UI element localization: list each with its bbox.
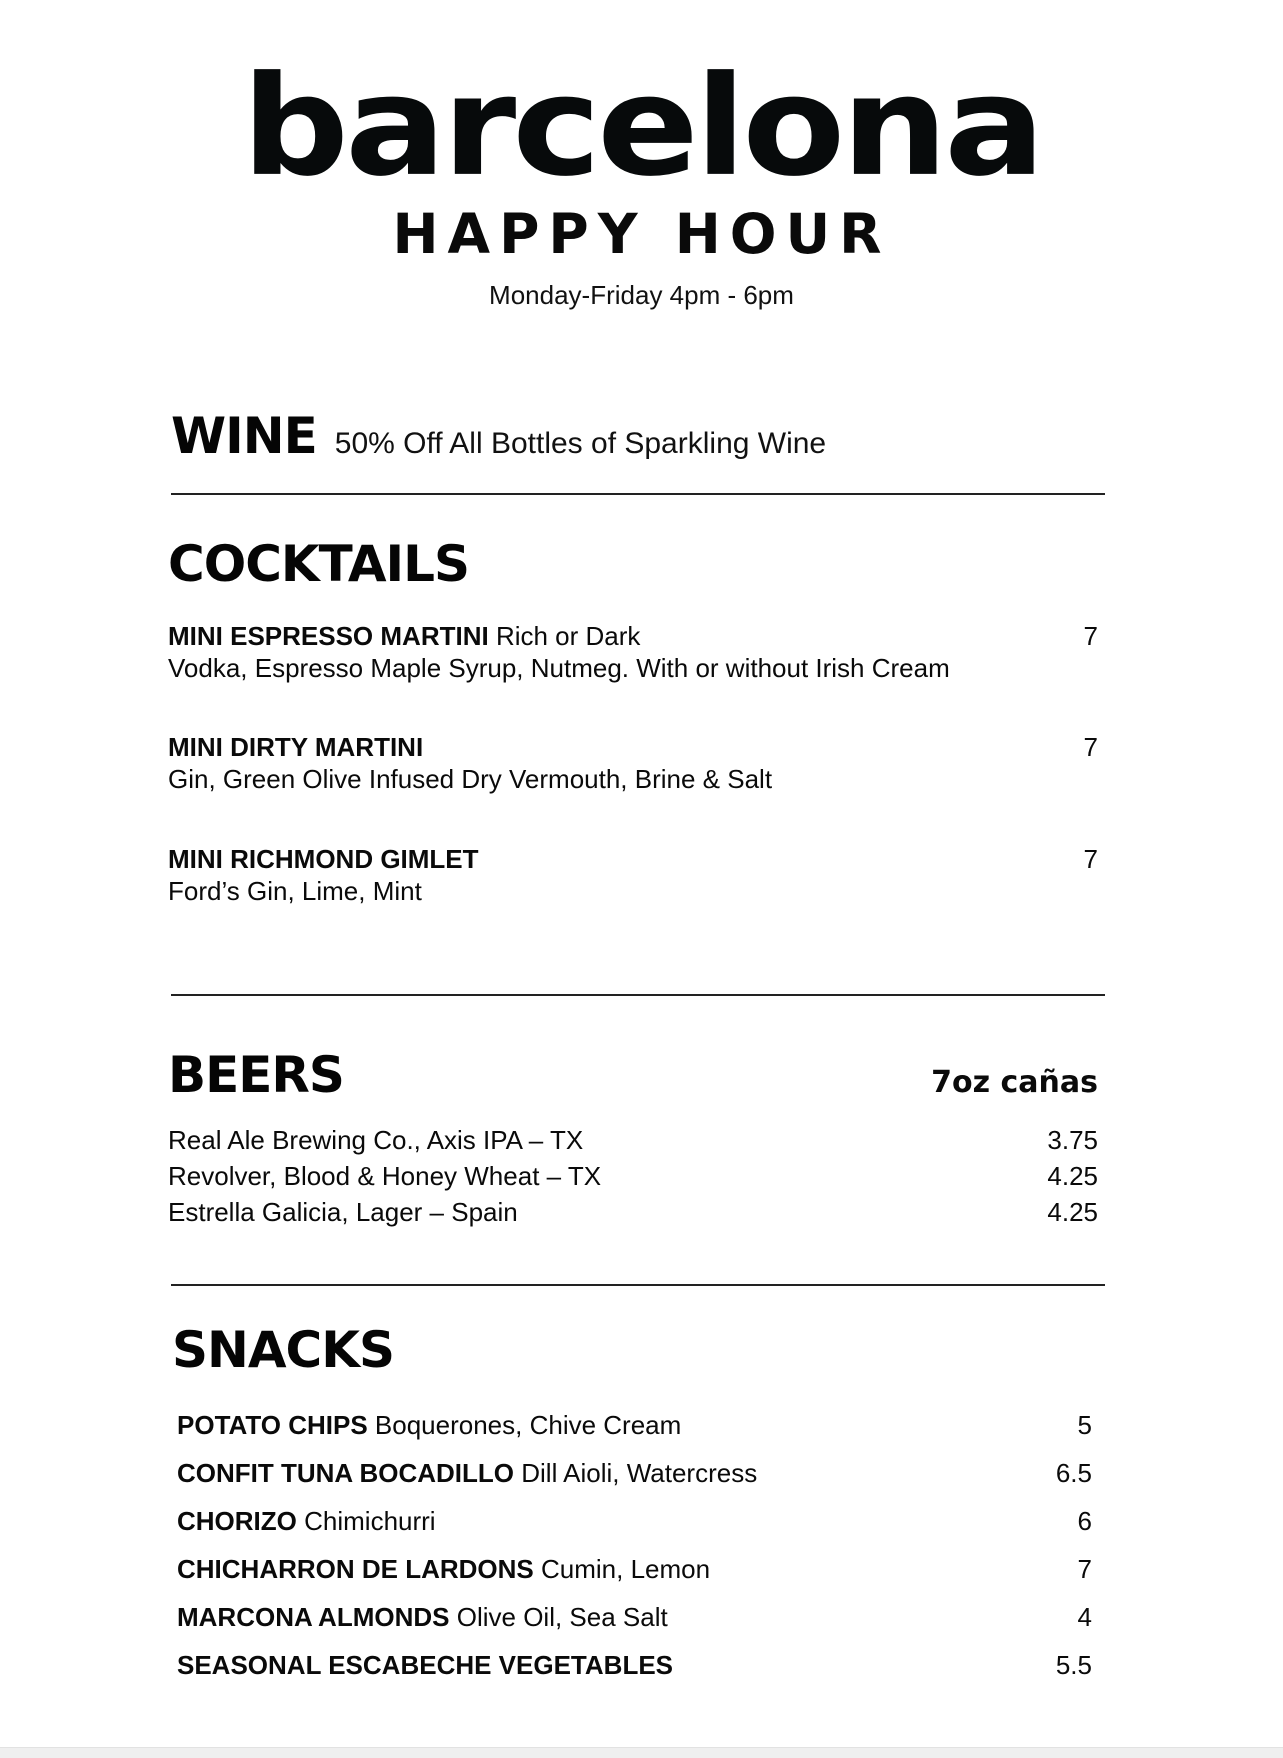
beer-name: Estrella Galicia, Lager – Spain [168,1197,518,1227]
snack-name: MARCONA ALMONDS [177,1602,450,1632]
beer-name: Revolver, Blood & Honey Wheat – TX [168,1161,602,1191]
item-name: MINI ESPRESSO MARTINI [168,621,489,651]
snack-item [177,1553,1092,1585]
wine-note: 50% Off All Bottles of Sparkling Wine [334,427,827,460]
item-variant: Rich or Dark [495,621,641,651]
beer-price: 4.25 [1047,1197,1098,1227]
snack-item [177,1649,1092,1681]
beer-price: 3.75 [1047,1125,1098,1155]
item-description: Gin, Green Olive Infused Dry Vermouth, Brine & Salt [168,764,773,794]
item-price: 7 [1083,621,1098,651]
snack-item [177,1601,1092,1633]
item-description: Ford’s Gin, Lime, Mint [168,876,422,906]
item-description: Vodka, Espresso Maple Syrup, Nutmeg. With or without Irish Cream [168,653,950,683]
divider [171,493,1105,495]
restaurant-logo: barcelona [241,46,1042,208]
snack-name: POTATO CHIPS [177,1410,368,1440]
item-price: 7 [1083,732,1098,762]
snack-description: Dill Aioli, Watercress [521,1458,758,1488]
beer-item [168,1196,1098,1228]
snacks-heading: SNACKS [172,1321,395,1379]
snack-price: 5 [1077,1410,1092,1440]
beer-size-label: 7oz cañas [931,1065,1098,1100]
snack-price: 6 [1077,1506,1092,1536]
snack-description: Olive Oil, Sea Salt [456,1602,668,1632]
snack-name: CHORIZO [177,1506,297,1536]
beer-item [168,1124,1098,1156]
snack-name: CHICHARRON DE LARDONS [177,1554,534,1584]
snack-price: 6.5 [1055,1458,1092,1488]
snack-price: 7 [1077,1554,1092,1584]
snack-description: Chimichurri [304,1506,436,1536]
divider [171,1284,1105,1286]
page-bottom-edge [0,1747,1283,1758]
beer-item [168,1160,1098,1192]
cocktail-item [168,731,1098,795]
snack-item [177,1409,1092,1441]
snack-name: CONFIT TUNA BOCADILLO [177,1458,514,1488]
item-name: MINI DIRTY MARTINI [168,732,424,762]
beer-name: Real Ale Brewing Co., Axis IPA – TX [168,1125,584,1155]
cocktail-item [168,843,1098,907]
beers-heading: BEERS [168,1046,344,1104]
divider [171,994,1105,996]
cocktails-heading: COCKTAILS [168,535,470,593]
beers-header [168,1047,1098,1103]
wine-section [171,408,826,464]
snack-price: 4 [1077,1602,1092,1632]
snack-price: 5.5 [1055,1650,1092,1680]
page-title: HAPPY HOUR [392,202,891,266]
beer-price: 4.25 [1047,1161,1098,1191]
cocktail-item [168,620,1098,684]
item-price: 7 [1083,844,1098,874]
snack-description: Cumin, Lemon [541,1554,711,1584]
hours-text: Monday-Friday 4pm - 6pm [489,280,794,310]
snack-description: Boquerones, Chive Cream [374,1410,682,1440]
snack-item [177,1505,1092,1537]
snack-name: SEASONAL ESCABECHE VEGETABLES [177,1650,674,1680]
wine-heading: WINE [171,407,317,465]
snack-item [177,1457,1092,1489]
item-name: MINI RICHMOND GIMLET [168,844,479,874]
